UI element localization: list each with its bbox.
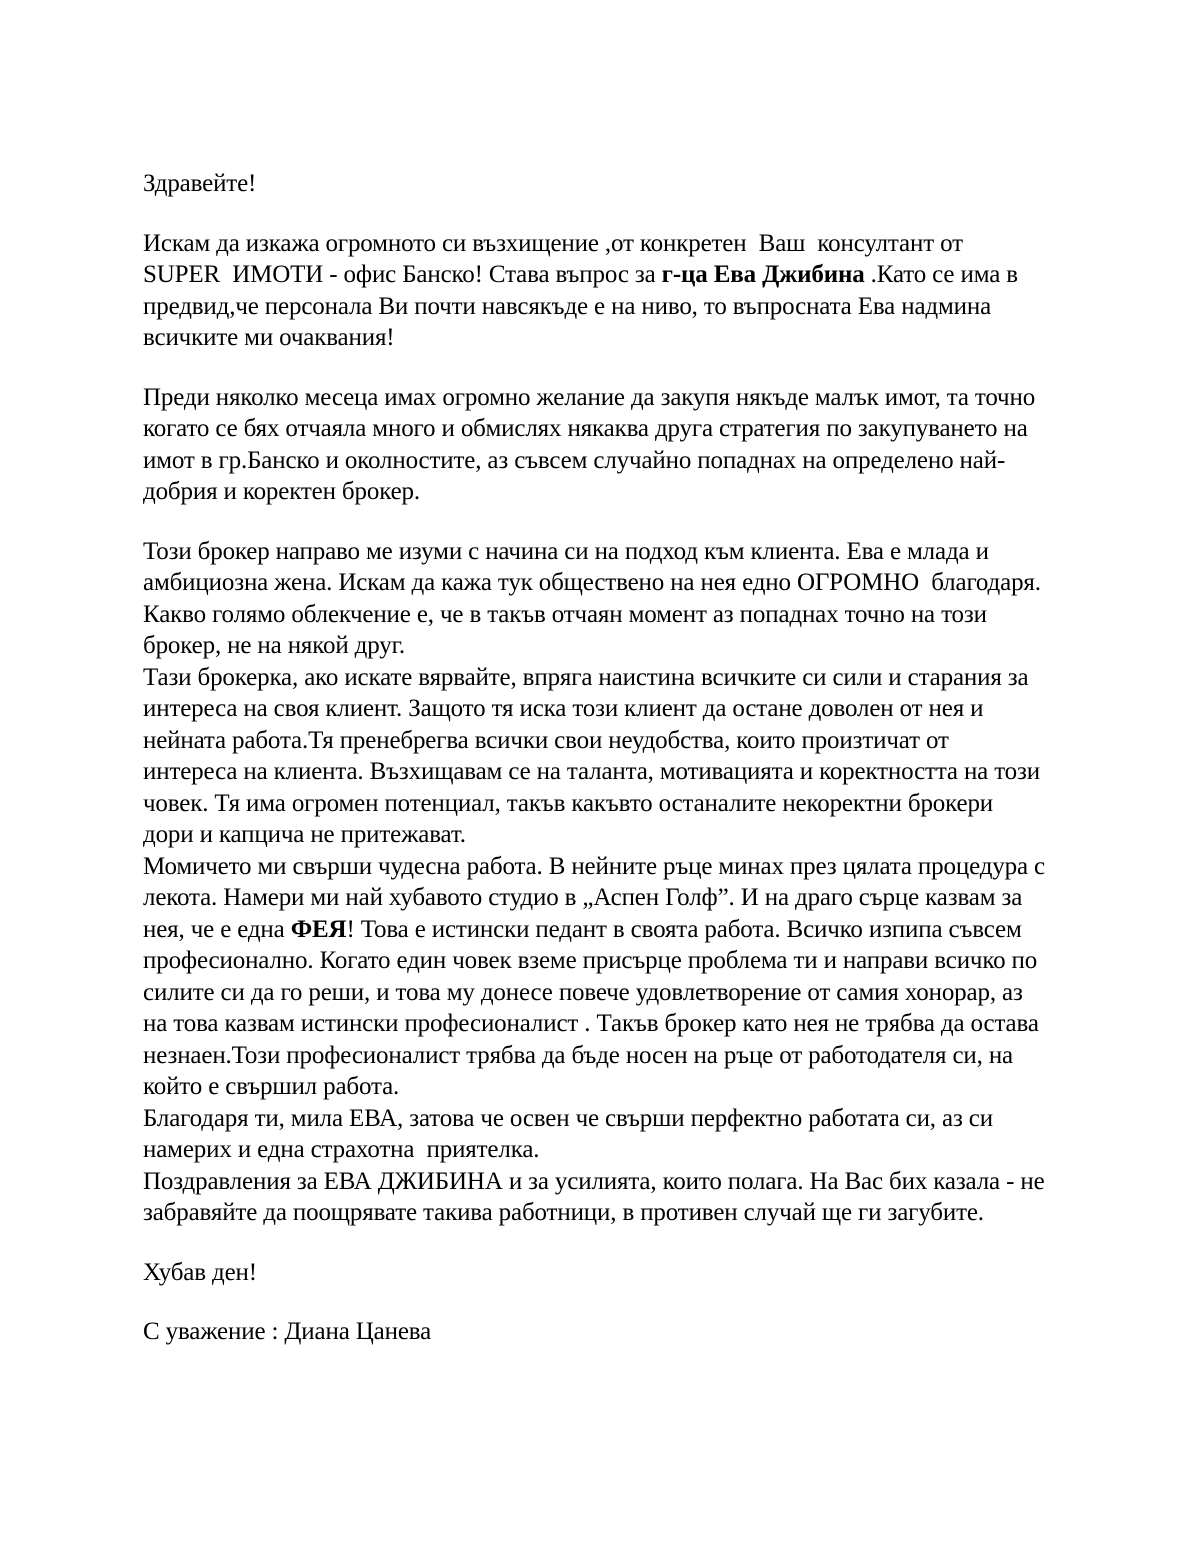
- bold-text-run: г-ца Ева Джибина: [661, 261, 865, 288]
- letter-body: [143, 168, 1070, 1348]
- text-run: Този брокер направо ме изуми с начина си на подход към клиента. Ева е млада и амбициозна жена. Искам да кажа тук обществено на нея едно ОГРОМНО благодаря. Какво голямо облекчение е, че в такъв отчаян момент аз попаднах точно на този брокер, не на някой друг.: [143, 537, 1047, 659]
- closing: [143, 1257, 1048, 1289]
- text-run: .Като се има в предвид,че персонала Ви почти навсякъде е на ниво, то въпросната Ева надмина всичките ми очаквания!: [143, 261, 1025, 351]
- text-run: С уважение : Диана Цанева: [143, 1318, 432, 1345]
- paragraph-intro: [143, 228, 1048, 354]
- text-run: Момичето ми свърши чудесна работа. В нейните ръце минах през цялата процедура с лекота. Намери ми най хубавото студио в „Аспен Голф”. И на драго сърце казвам за нея, че е една: [143, 852, 1052, 943]
- paragraph-congrats: [143, 1166, 1051, 1229]
- text-run: ! Това е истински педант в своята работа. Всичко изпипа съвсем професионално. Когато един човек вземе присърце проблема ти и направи всичко по силите си да го реши, и това му донесе повече удовлетворение от самия хонорар, аз на това казвам истински професионалист . Такъв брокер като нея не трябва да остава незнаен.Този професионалист трябва да бъде носен на ръце от работодателя си, на който е свършил работа.: [143, 915, 1045, 1100]
- text-run: Тази брокерка, ако искате вярвайте, впряга наистина всичките си сили и старания за интереса на своя клиент. Защото тя иска този клиент да остане доволен от нея и нейната работа.Тя пренебрегва всички свои неудобства, които произтичат от интереса на клиента. Възхищавам се на таланта, мотивацията и коректността на този човек. Тя има огромен потенциал, такъв какъвто останалите некоректни брокери дори и капцича не притежават.: [143, 663, 1047, 848]
- text-run: Хубав ден!: [143, 1258, 257, 1286]
- bold-text-run: ФЕЯ: [290, 915, 347, 943]
- paragraph-background: [143, 382, 1048, 508]
- text-run: Благодаря ти, мила ЕВА, затова че освен че свърши перфектно работата си, аз си намерих и една страхотна приятелка.: [143, 1104, 1000, 1163]
- text-run: Искам да изкажа огромното си възхищение ,от конкретен Ваш консултант от SUPER ИМОТИ - офис Банско! Става въпрос за: [143, 229, 976, 288]
- paragraph-praise-2: [143, 662, 1048, 851]
- paragraph-thanks: [143, 1103, 1048, 1166]
- paragraph-praise-3: [143, 851, 1052, 1103]
- paragraph-praise-1: [143, 536, 1048, 662]
- text-run: Поздравления за ЕВА ДЖИБИНА и за усилията, които полага. На Вас бих казала - не забравяйте да поощрявате такива работници, в противен случай ще ги загубите.: [143, 1167, 1051, 1226]
- text-run: Здравейте!: [143, 170, 257, 197]
- text-run: Преди няколко месеца имах огромно желание да закупя някъде малък имот, та точно когато се бях отчаяла много и обмислях някаква друга стратегия по закупуването на имот в гр.Банско и околностите, аз съвсем случайно попаднах на определено най-добрия и коректен брокер.: [143, 383, 1042, 505]
- signature: [143, 1316, 1048, 1348]
- greeting: [143, 168, 1048, 200]
